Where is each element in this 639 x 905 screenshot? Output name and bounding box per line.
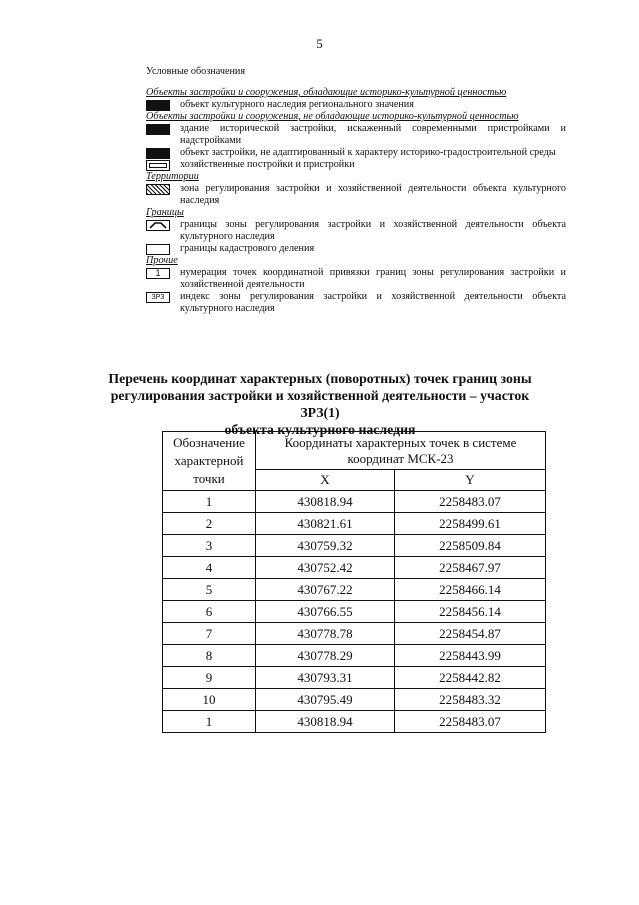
legend-symbol-boundary-icon: [146, 220, 170, 231]
legend-item: [146, 243, 566, 255]
heading-line-1: Перечень координат характерных (поворотных) точек границ зоны: [108, 371, 532, 386]
cell-x: 430818.94: [256, 711, 395, 733]
legend-symbol-num-icon: 1: [146, 268, 170, 279]
legend-item-text: границы кадастрового деления: [180, 243, 315, 254]
legend-item-text: объект застройки, не адаптированный к характеру историко-градостроительной среды: [180, 147, 556, 158]
cell-x: 430778.29: [256, 645, 395, 667]
cell-x: 430795.49: [256, 689, 395, 711]
x-header: X: [256, 470, 395, 491]
cell-x: 430766.55: [256, 601, 395, 623]
legend-symbol-solid-icon: [146, 148, 170, 159]
legend-symbol-outlined-icon: [146, 160, 170, 171]
legend-category: Объекты застройки и сооружения, не обладающие историко-культурной ценностью: [146, 111, 519, 122]
legend-item: [146, 159, 566, 171]
cell-y: 2258483.07: [395, 491, 546, 513]
col-point-header-line: характерной: [174, 453, 244, 468]
legend-item-text: зона регулирования застройки и хозяйственной деятельности объекта культурного наследия: [180, 183, 566, 206]
cell-point: 2: [163, 513, 256, 535]
legend-item: [146, 99, 566, 111]
legend-category: Границы: [146, 207, 184, 218]
col-point-header-line: Обозначение: [173, 435, 245, 450]
cell-y: 2258456.14: [395, 601, 546, 623]
coords-group-header: Координаты характерных точек в системе координат МСК-23: [256, 432, 546, 470]
legend-title: Условные обозначения: [146, 66, 246, 77]
cell-y: 2258483.32: [395, 689, 546, 711]
legend-item-text: нумерация точек координатной привязки границ зоны регулирования застройки и хозяйственной деятельности: [180, 267, 566, 290]
cell-y: 2258499.61: [395, 513, 546, 535]
table-row: [163, 535, 546, 557]
cell-y: 2258467.97: [395, 557, 546, 579]
cell-x: 430767.22: [256, 579, 395, 601]
legend-item-text: границы зоны регулирования застройки и хозяйственной деятельности объекта культурного наследия: [180, 219, 566, 242]
cell-x: 430759.32: [256, 535, 395, 557]
table-row: [163, 513, 546, 535]
legend-item: [146, 219, 566, 243]
heading-line-2: регулирования застройки и хозяйственной деятельности – участок ЗРЗ(1): [110, 388, 530, 420]
cell-x: 430752.42: [256, 557, 395, 579]
page-number: 5: [316, 36, 323, 51]
table-row: [163, 711, 546, 733]
col-point-header: [163, 432, 256, 491]
cell-point: 5: [163, 579, 256, 601]
cell-point: 1: [163, 491, 256, 513]
legend-category: Объекты застройки и сооружения, обладающие историко-культурной ценностью: [146, 87, 507, 98]
cell-x: 430778.78: [256, 623, 395, 645]
legend-item: [146, 291, 566, 315]
legend-symbol-empty-icon: [146, 244, 170, 255]
legend-item: [146, 183, 566, 207]
legend-symbol-hatch-icon: [146, 184, 170, 195]
legend-item-text: индекс зоны регулирования застройки и хозяйственной деятельности объекта культурного наследия: [180, 291, 566, 314]
cell-point: 9: [163, 667, 256, 689]
table-row: [163, 601, 546, 623]
heading-line-3: объекта культурного наследия: [224, 422, 416, 437]
coordinates-body: [163, 491, 546, 733]
coordinates-table: [162, 431, 546, 733]
table-row: [163, 491, 546, 513]
legend-item-text: хозяйственные постройки и пристройки: [180, 159, 355, 170]
cell-point: 1: [163, 711, 256, 733]
cell-point: 10: [163, 689, 256, 711]
legend-category: Территории: [146, 171, 199, 182]
cell-x: 430821.61: [256, 513, 395, 535]
legend-symbol-solid-icon: [146, 100, 170, 111]
cell-y: 2258454.87: [395, 623, 546, 645]
legend-item: [146, 147, 566, 159]
legend-item: [146, 123, 566, 147]
legend-item: [146, 267, 566, 291]
cell-x: 430818.94: [256, 491, 395, 513]
legend-sections: [146, 87, 566, 315]
table-row: [163, 667, 546, 689]
table-row: [163, 557, 546, 579]
cell-point: 4: [163, 557, 256, 579]
cell-y: 2258509.84: [395, 535, 546, 557]
cell-y: 2258442.82: [395, 667, 546, 689]
cell-point: 3: [163, 535, 256, 557]
legend-category: Прочие: [146, 255, 178, 266]
col-point-header-line: точки: [193, 471, 225, 486]
cell-point: 7: [163, 623, 256, 645]
table-row: [163, 689, 546, 711]
legend-symbol-solid-icon: [146, 124, 170, 135]
document-heading: [100, 370, 540, 438]
cell-point: 8: [163, 645, 256, 667]
cell-point: 6: [163, 601, 256, 623]
cell-y: 2258483.07: [395, 711, 546, 733]
legend-item-text: объект культурного наследия регионального значения: [180, 99, 414, 110]
table-row: [163, 645, 546, 667]
cell-x: 430793.31: [256, 667, 395, 689]
cell-y: 2258466.14: [395, 579, 546, 601]
cell-y: 2258443.99: [395, 645, 546, 667]
legend: [146, 66, 566, 315]
legend-item-text: здание исторической застройки, искаженный современными пристройками и надстройками: [180, 123, 566, 146]
legend-symbol-idx-icon: ЗРЗ: [146, 292, 170, 303]
table-row: [163, 579, 546, 601]
y-header: Y: [395, 470, 546, 491]
table-row: [163, 623, 546, 645]
